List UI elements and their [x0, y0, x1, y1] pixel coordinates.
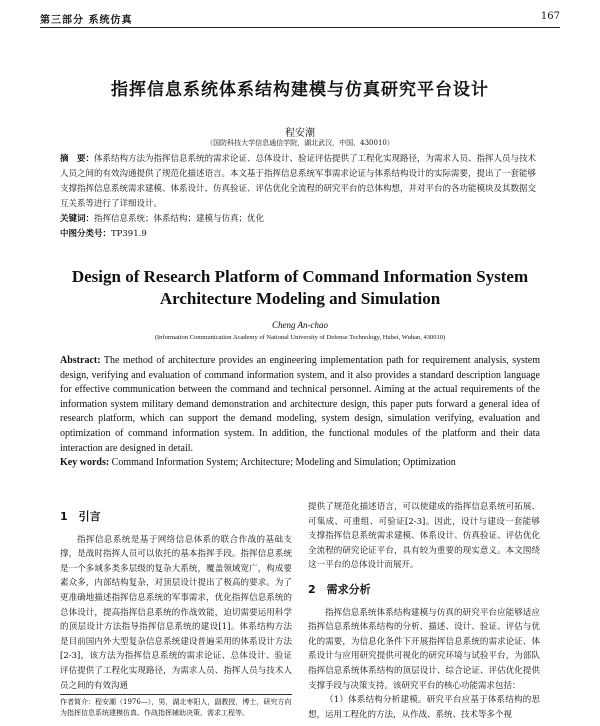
cn-abstract-block	[60, 152, 540, 242]
section-1-heading: 1 引言	[60, 510, 101, 523]
cn-keywords-label: 关键词：	[60, 214, 95, 224]
cn-abstract	[60, 152, 540, 212]
cn-keywords	[60, 212, 540, 227]
header-section: 第三部分 系统仿真	[40, 15, 133, 26]
section-1-continuation: 提供了规范化描述语言，可以使建成的指挥信息系统可拓展、可集成、可重组、可验证[2-3]。因此，设计与建设一套能够支撑指挥信息系统需求建模、体系设计、仿真验证、评估优化全流程的研究论证平台，具有较为重要的现实意义。本文围绕这一平台的总体设计而展开。	[308, 502, 540, 571]
section-2-paragraph: 指挥信息系统体系结构建模与仿真的研究平台应能够适应指挥信息系统体系结构的分析、描述、设计、验证、评估与优化的需要，为信息化条件下开展指挥信息系统的需求论证、体系设计与应用研究提供可视化的研究环境与试验平台，为部队指挥信息系统体系结构的顶层设计、综合论证、评估优化提供支撑手段与决策支持。该研究平台的核心功能需求包括：	[308, 607, 540, 691]
en-affiliation: (Information Communication Academy of National University of Defense Technology, Hubei, Wuhan, 430010)	[154, 334, 446, 341]
header-rule	[40, 27, 560, 28]
en-keywords	[60, 456, 540, 471]
section-1-paragraph: 指挥信息系统是基于网络信息体系的联合作战的基础支撑，是战时指挥人员可以依托的基本指挥手段。指挥信息系统是一个多域多类多层级的复杂大系统，覆盖领域宽广，构成要素众多，内部结构复杂，对顶层设计提出了极高的要求。为了更准确地描述指挥信息系统的军事需求，优化指挥信息系统的总体设计，提高指挥信息系统的作战效能，迫切需要运用科学的顶层设计方法指导指挥信息系统的建设[1]。体系结构方法是目前国内外大型复杂信息系统建设普遍采用的体系设计方法[2-3]，该方法为指挥信息系统的需求论证、总体设计、验证评估提供了工程化实现路径，为需求人员、指挥人员与技术人员之间的有效沟通	[60, 534, 292, 691]
cn-affiliation: （国防科技大学信息通信学院，湖北武汉，中国，430010）	[206, 139, 394, 147]
cn-keywords-text: 指挥信息系统；体系结构；建模与仿真；优化	[94, 214, 265, 224]
body-left-column	[60, 500, 292, 693]
en-abstract-block	[60, 354, 540, 471]
cn-clc	[60, 227, 540, 242]
cn-abstract-text: 体系结构方法为指挥信息系统的需求论证、总体设计、验证评估提供了工程化实现路径，为需求人员、指挥人员与技术人员之间的有效沟通提供了规范化描述语言。本文基于指挥信息系统军事需求论证与体系结构设计的实际需要，提出了一套能够支撑指挥信息系统需求建模、体系设计、仿真验证、评估优化全流程的研究平台的总体构想，并对平台的各功能模块及其数据交互关系等进行了详细设计。	[60, 154, 537, 209]
en-abstract-text: The method of architecture provides an engineering implementation path for requirement analysis, system design, verifying and evaluation of command information system, and it also provides a standard description language for effective communication between the command and technical personnel. Aiming at the actual requirements of the information system military demand demonstration and architecture design, this paper puts forward a general idea of research platform, which can support the demand modeling, system design, simulation verifying, evaluation and optimization of command information system. In addition, the functional modules of the platform and their data interaction are designed in detail.	[60, 355, 540, 454]
en-title	[40, 266, 560, 310]
cn-author: 程安潮	[285, 128, 315, 139]
section-2-heading: 2 需求分析	[308, 582, 371, 596]
section-2-item-1: （1）体系结构分析建模。研究平台应基于体系结构的思想，运用工程化的方法，从作战、系统、技术等多个视	[308, 695, 540, 720]
cn-clc-label: 中图分类号：	[60, 229, 112, 239]
en-author: Cheng An-chao	[271, 320, 329, 330]
en-abstract-label: Abstract:	[60, 355, 101, 366]
cn-abstract-label: 摘 要：	[60, 154, 95, 164]
author-footnote: 作者简介：程安潮（1976—），男，湖北枣阳人，副教授，博士，研究方向为指挥信息系统建模仿真、作战指挥辅助决策、需求工程等。	[60, 694, 292, 719]
en-title-line2: Architecture Modeling and Simulation	[159, 289, 441, 308]
en-keywords-text: Command Information System; Architecture; Modeling and Simulation; Optimization	[111, 457, 456, 469]
running-header	[40, 9, 560, 27]
en-abstract	[60, 354, 540, 456]
page-number: 167	[540, 11, 560, 22]
cn-clc-text: TP391.9	[111, 229, 147, 239]
en-keywords-label: Key words:	[60, 457, 110, 469]
en-title-line1: Design of Research Platform of Command Information System	[71, 267, 529, 286]
cn-title: 指挥信息系统体系结构建模与仿真研究平台设计	[111, 80, 489, 100]
body-right-column	[308, 500, 540, 722]
